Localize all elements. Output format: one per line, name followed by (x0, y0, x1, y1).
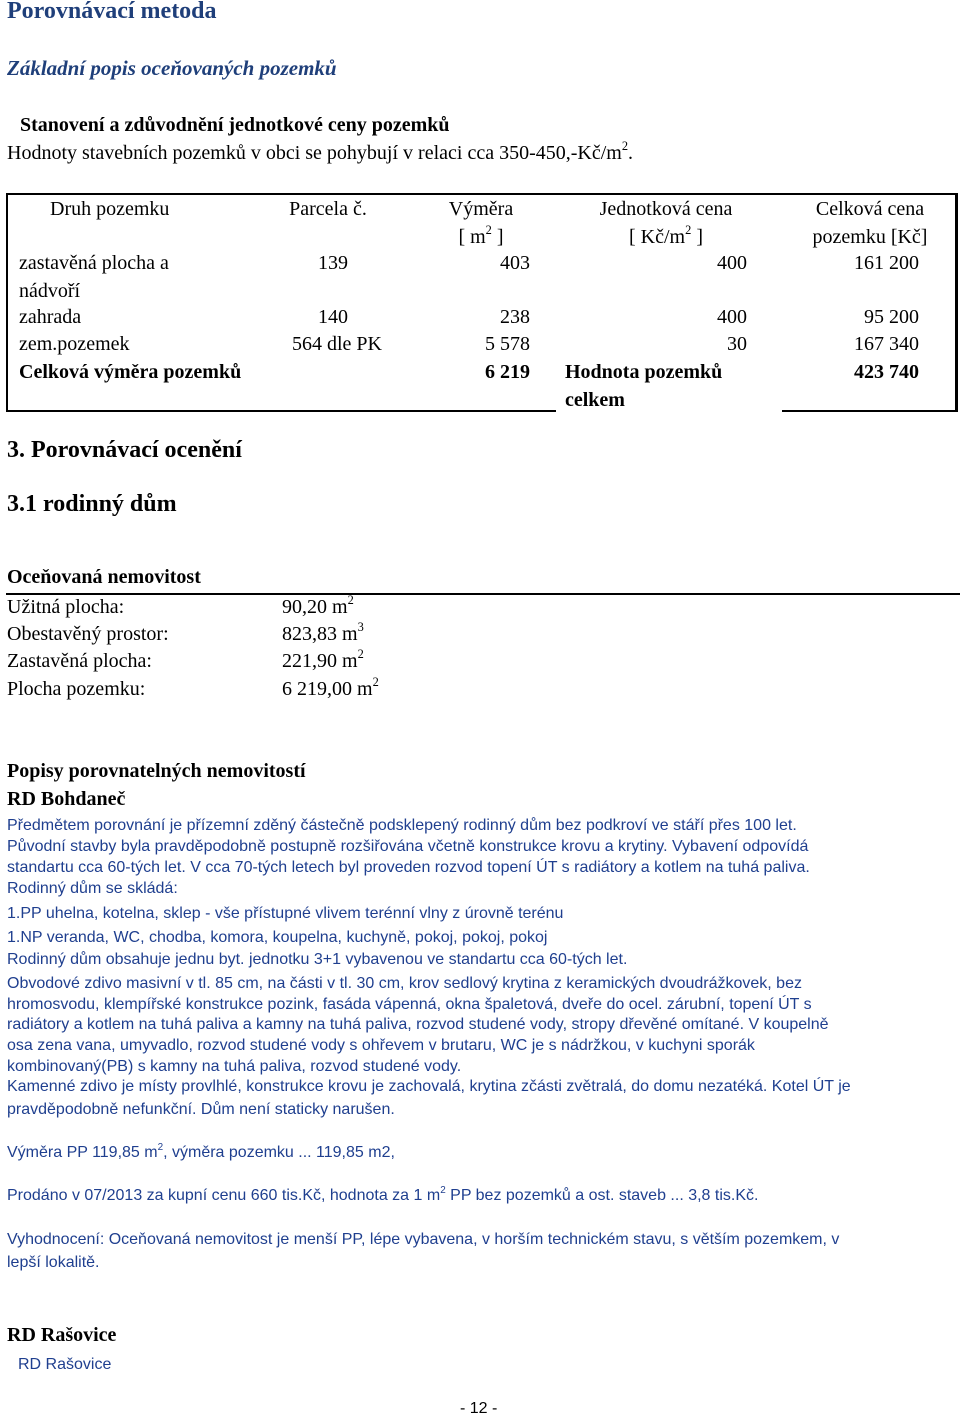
table-cell-parcela: 564 dle PK (292, 333, 382, 355)
total-hodnota-label-cont: celkem (565, 389, 625, 411)
table-cell-parcela: 140 (318, 306, 348, 328)
rd-bohdanec-title: RD Bohdaneč (7, 788, 126, 810)
section-subheading: 3.1 rodinný dům (7, 491, 177, 517)
description-line: kombinovaný(PB) s kamny na tuhá paliva, rozvod studené vody. (7, 1058, 462, 1075)
table-cell-jednotkova-cena: 400 (717, 252, 747, 274)
total-celkova-cena: 423 740 (854, 361, 919, 383)
table-cell-celkova-cena: 167 340 (854, 333, 919, 355)
col-header-celkova-cena: Celková cena pozemku [Kč] (812, 198, 928, 248)
stanoveni-heading: Stanovení a zdůvodnění jednotkové ceny pozemků (20, 114, 450, 136)
description-line: 1.PP uhelna, kotelna, sklep - vše přístupné vlivem terénní vlny z úrovně terénu (7, 905, 564, 922)
popisy-title: Popisy porovnatelných nemovitostí (7, 760, 306, 782)
table-cell-vymera: 403 (500, 252, 530, 274)
col-header-druh: Druh pozemku (50, 198, 170, 220)
rd-rasovice-text: RD Rašovice (18, 1356, 112, 1373)
ocenovana-title: Oceňovaná nemovitost (7, 566, 201, 588)
description-line: Kamenné zdivo je místy provlhlé, konstrukce krovu je zachovalá, krytina zčásti zvětralá, do domu nezatéká. Kotel ÚT je (7, 1078, 851, 1095)
total-vymera: 6 219 (485, 361, 530, 383)
hodnoty-paragraph: Hodnoty stavebních pozemků v obci se pohybují v relaci cca $350-450,-Kč/m^2$. (7, 139, 634, 164)
total-hodnota-label: Hodnota pozemků (565, 361, 723, 383)
property-value: 823,83 $m^3$ (282, 620, 364, 645)
description-line: pravděpodobně nefunkční. Dům není staticky narušen. (7, 1101, 395, 1118)
vyhodnoceni-line: Vyhodnocení: Oceňovaná nemovitost je menší PP, lépe vybavena, v horším technickém stavu, s větším pozemkem, v (7, 1231, 840, 1248)
col-header-vymera: Výměra [ $m^2$ ] (448, 198, 514, 248)
property-value: 90,20 $m^2$ (282, 593, 354, 618)
description-line: Původní stavby byla pravděpodobně postupně rozšiřována včetně konstrukce krovu a krytiny. Vybavení odpovídá (7, 838, 809, 855)
col-header-parcela: Parcela č. (289, 198, 367, 220)
table-cell-vymera: 5 578 (485, 333, 530, 355)
section-heading: 3. Porovnávací ocenění (7, 437, 242, 463)
table-border (956, 193, 958, 412)
table-cell-jednotkova-cena: 30 (727, 333, 747, 355)
table-cell-celkova-cena: 95 200 (864, 306, 919, 328)
vymera-line: Výměra PP 119,85 $m^2$, výměra pozemku ... 119,85 m2, (7, 1141, 395, 1161)
table-cell-celkova-cena: 161 200 (854, 252, 919, 274)
divider (6, 593, 960, 595)
property-label: Obestavěný prostor: (7, 623, 169, 645)
description-line: Obvodové zdivo masivní v tl. 85 cm, na části v tl. 30 cm, krov sedlový krytina z keramických dvoudrážkovek, bez (7, 975, 802, 992)
table-border (6, 410, 556, 412)
total-label: Celková výměra pozemků (19, 361, 242, 383)
page-number: - 12 - (460, 1400, 498, 1417)
table-border (782, 410, 958, 412)
table-cell-druh: zem.pozemek (19, 333, 130, 355)
description-line: Rodinný dům obsahuje jednu byt. jednotku 3+1 vybavenou ve standartu cca 60-tých let. (7, 951, 628, 968)
prodano-line: Prodáno v 07/2013 za kupní cenu 660 tis.Kč, hodnota za 1 $m^2$ PP bez pozemků a ost. staveb ... 3,8 tis.Kč. (7, 1184, 759, 1204)
table-cell-druh: zastavěná plocha a (19, 252, 169, 274)
subheading: Základní popis oceňovaných pozemků (7, 56, 337, 80)
table-cell-jednotkova-cena: 400 (717, 306, 747, 328)
description-line: Předmětem porovnání je přízemní zděný částečně podsklepený rodinný dům bez podkroví ve stáří přes 100 let. (7, 817, 797, 834)
property-value: 6 219,00 $m^2$ (282, 675, 379, 700)
description-line: hromosvodu, klempířské konstrukce pozink, fasáda vápenná, okna špaletová, dveře do ocel. zárubní, topení ÚT s (7, 996, 812, 1013)
col-header-jednotkova-cena: Jednotková cena [ $Kč/m^2$ ] (599, 198, 733, 248)
property-label: Plocha pozemku: (7, 678, 146, 700)
property-value: 221,90 $m^2$ (282, 647, 364, 672)
description-line: Rodinný dům se skládá: (7, 880, 178, 897)
description-line: standartu cca 60-tých let. V cca 70-tých letech byl proveden rozvod topení ÚT s radiátory a kotlem na tuhá paliva. (7, 859, 810, 876)
table-cell-vymera: 238 (500, 306, 530, 328)
description-line: radiátory a kotlem na tuhá paliva a kamny na tuhá paliva, rozvod studené vody, stropy dřevěné omítané. V koupelně (7, 1016, 829, 1033)
description-line: osa zena vana, umyvadlo, rozvod studené vody s ohřevem v brutaru, WC je s nádržkou, v kuchyni sporák (7, 1037, 755, 1054)
description-line: 1.NP veranda, WC, chodba, komora, koupelna, kuchyně, pokoj, pokoj, pokoj (7, 929, 548, 946)
table-cell-druh: zahrada (19, 306, 82, 328)
table-cell-druh-cont: nádvoří (19, 280, 81, 302)
page-heading: Porovnávací metoda (7, 0, 217, 24)
vyhodnoceni-line: lepší lokalitě. (7, 1254, 100, 1271)
table-cell-parcela: 139 (318, 252, 348, 274)
rd-rasovice-title: RD Rašovice (7, 1324, 117, 1346)
property-label: Užitná plocha: (7, 596, 125, 618)
property-label: Zastavěná plocha: (7, 650, 152, 672)
